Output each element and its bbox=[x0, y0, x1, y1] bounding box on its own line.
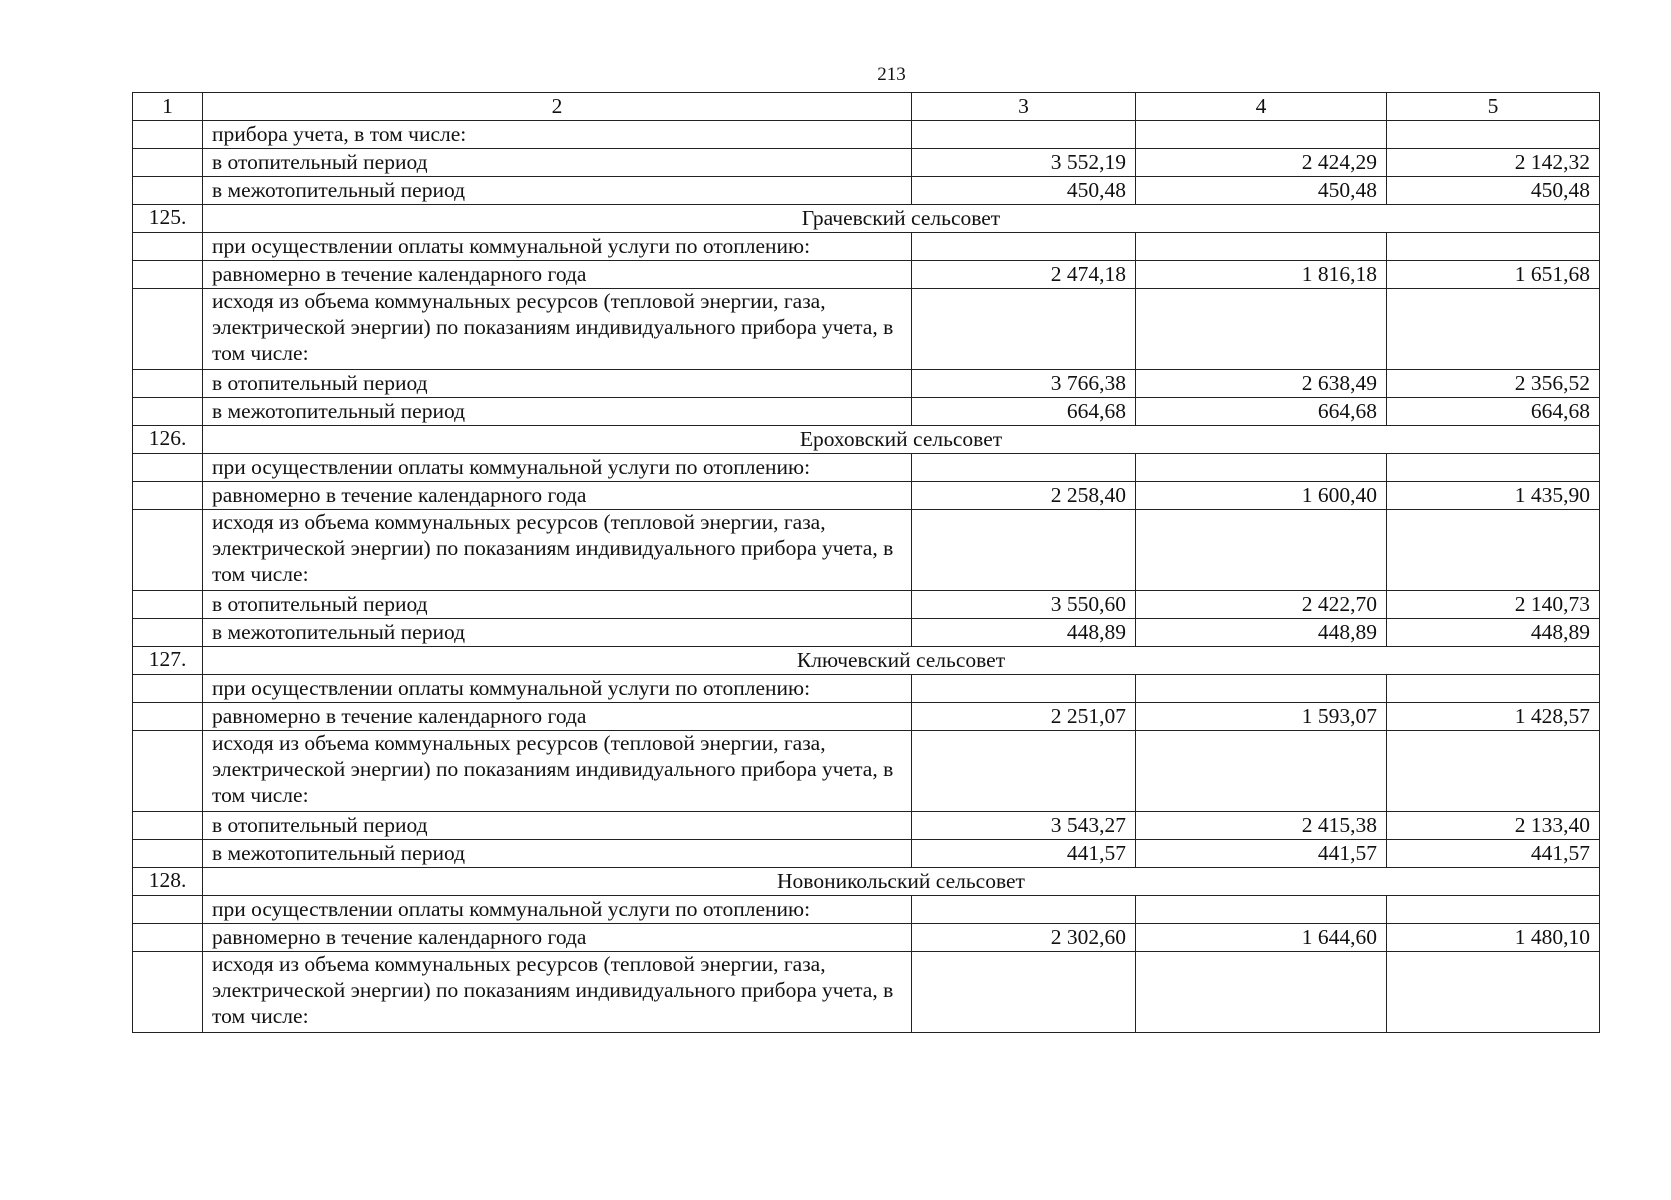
row-label: в отопительный период bbox=[203, 149, 912, 177]
row-label: в отопительный период bbox=[203, 591, 912, 619]
value-col-4 bbox=[1136, 731, 1387, 812]
row-label: исходя из объема коммунальных ресурсов (тепловой энергии, газа, электрической энергии) по показаниям индивидуального прибора учета, в том числе: bbox=[203, 510, 912, 591]
value-col-5 bbox=[1387, 121, 1600, 149]
table-row bbox=[133, 591, 1600, 619]
table-row bbox=[133, 370, 1600, 398]
section-row bbox=[133, 426, 1600, 454]
value-col-5 bbox=[1387, 233, 1600, 261]
value-col-3: 3 552,19 bbox=[912, 149, 1136, 177]
row-index bbox=[133, 149, 203, 177]
value-col-4 bbox=[1136, 510, 1387, 591]
value-col-4: 664,68 bbox=[1136, 398, 1387, 426]
row-label: равномерно в течение календарного года bbox=[203, 261, 912, 289]
value-col-3: 2 474,18 bbox=[912, 261, 1136, 289]
table-row bbox=[133, 398, 1600, 426]
value-col-5 bbox=[1387, 675, 1600, 703]
section-row bbox=[133, 647, 1600, 675]
value-col-4: 1 816,18 bbox=[1136, 261, 1387, 289]
value-col-3 bbox=[912, 289, 1136, 370]
value-col-5: 2 356,52 bbox=[1387, 370, 1600, 398]
section-title: Новоникольский сельсовет bbox=[203, 868, 1600, 896]
row-label: равномерно в течение календарного года bbox=[203, 924, 912, 952]
row-index bbox=[133, 675, 203, 703]
row-label: в отопительный период bbox=[203, 370, 912, 398]
table-row bbox=[133, 121, 1600, 149]
value-col-4 bbox=[1136, 896, 1387, 924]
value-col-3: 664,68 bbox=[912, 398, 1136, 426]
value-col-3: 2 302,60 bbox=[912, 924, 1136, 952]
value-col-3: 3 550,60 bbox=[912, 591, 1136, 619]
table-row bbox=[133, 675, 1600, 703]
row-label: в межотопительный период bbox=[203, 398, 912, 426]
table-row bbox=[133, 731, 1600, 812]
value-col-5: 2 142,32 bbox=[1387, 149, 1600, 177]
section-title: Ключевский сельсовет bbox=[203, 647, 1600, 675]
row-index bbox=[133, 482, 203, 510]
value-col-5 bbox=[1387, 454, 1600, 482]
row-index bbox=[133, 177, 203, 205]
value-col-3: 450,48 bbox=[912, 177, 1136, 205]
row-label: при осуществлении оплаты коммунальной услуги по отоплению: bbox=[203, 454, 912, 482]
value-col-5 bbox=[1387, 510, 1600, 591]
row-index bbox=[133, 454, 203, 482]
row-index bbox=[133, 703, 203, 731]
value-col-3: 3 543,27 bbox=[912, 812, 1136, 840]
value-col-4: 1 593,07 bbox=[1136, 703, 1387, 731]
value-col-3: 448,89 bbox=[912, 619, 1136, 647]
value-col-4 bbox=[1136, 233, 1387, 261]
section-row bbox=[133, 868, 1600, 896]
row-label: при осуществлении оплаты коммунальной услуги по отоплению: bbox=[203, 233, 912, 261]
value-col-4 bbox=[1136, 121, 1387, 149]
row-index bbox=[133, 510, 203, 591]
row-label: при осуществлении оплаты коммунальной услуги по отоплению: bbox=[203, 896, 912, 924]
value-col-4 bbox=[1136, 289, 1387, 370]
table-row bbox=[133, 510, 1600, 591]
value-col-5: 664,68 bbox=[1387, 398, 1600, 426]
value-col-4: 2 424,29 bbox=[1136, 149, 1387, 177]
value-col-5 bbox=[1387, 731, 1600, 812]
row-index bbox=[133, 289, 203, 370]
value-col-5 bbox=[1387, 289, 1600, 370]
value-col-3 bbox=[912, 121, 1136, 149]
table-row bbox=[133, 619, 1600, 647]
row-index bbox=[133, 924, 203, 952]
table-row bbox=[133, 896, 1600, 924]
value-col-5: 1 428,57 bbox=[1387, 703, 1600, 731]
section-row bbox=[133, 205, 1600, 233]
value-col-3: 2 251,07 bbox=[912, 703, 1136, 731]
row-index bbox=[133, 896, 203, 924]
value-col-5: 1 651,68 bbox=[1387, 261, 1600, 289]
value-col-3 bbox=[912, 510, 1136, 591]
value-col-5: 1 480,10 bbox=[1387, 924, 1600, 952]
row-index bbox=[133, 121, 203, 149]
table-row bbox=[133, 149, 1600, 177]
table-row bbox=[133, 924, 1600, 952]
row-index: 126. bbox=[133, 426, 203, 454]
value-col-4: 2 415,38 bbox=[1136, 812, 1387, 840]
value-col-5: 448,89 bbox=[1387, 619, 1600, 647]
header-col-3: 3 bbox=[912, 93, 1136, 121]
value-col-5: 450,48 bbox=[1387, 177, 1600, 205]
value-col-4: 1 644,60 bbox=[1136, 924, 1387, 952]
header-row bbox=[133, 93, 1600, 121]
row-label: исходя из объема коммунальных ресурсов (тепловой энергии, газа, электрической энергии) по показаниям индивидуального прибора учета, в том числе: bbox=[203, 952, 912, 1033]
value-col-5: 2 133,40 bbox=[1387, 812, 1600, 840]
row-index bbox=[133, 261, 203, 289]
row-label: равномерно в течение календарного года bbox=[203, 703, 912, 731]
value-col-3: 441,57 bbox=[912, 840, 1136, 868]
table-row bbox=[133, 812, 1600, 840]
value-col-5 bbox=[1387, 896, 1600, 924]
row-label: в межотопительный период bbox=[203, 619, 912, 647]
value-col-3 bbox=[912, 233, 1136, 261]
value-col-4: 2 638,49 bbox=[1136, 370, 1387, 398]
row-index bbox=[133, 398, 203, 426]
row-label: исходя из объема коммунальных ресурсов (тепловой энергии, газа, электрической энергии) по показаниям индивидуального прибора учета, в том числе: bbox=[203, 731, 912, 812]
value-col-3 bbox=[912, 454, 1136, 482]
row-index bbox=[133, 370, 203, 398]
row-index bbox=[133, 233, 203, 261]
table-body bbox=[133, 121, 1600, 1033]
row-index bbox=[133, 731, 203, 812]
table-row bbox=[133, 233, 1600, 261]
value-col-3 bbox=[912, 952, 1136, 1033]
value-col-3: 2 258,40 bbox=[912, 482, 1136, 510]
row-label: в межотопительный период bbox=[203, 177, 912, 205]
value-col-4: 2 422,70 bbox=[1136, 591, 1387, 619]
row-index bbox=[133, 812, 203, 840]
table-row bbox=[133, 840, 1600, 868]
table-row bbox=[133, 482, 1600, 510]
row-index bbox=[133, 591, 203, 619]
value-col-5: 441,57 bbox=[1387, 840, 1600, 868]
row-label: в отопительный период bbox=[203, 812, 912, 840]
value-col-3 bbox=[912, 675, 1136, 703]
table-row bbox=[133, 261, 1600, 289]
value-col-4 bbox=[1136, 454, 1387, 482]
table-row bbox=[133, 177, 1600, 205]
value-col-4: 450,48 bbox=[1136, 177, 1387, 205]
row-label: при осуществлении оплаты коммунальной услуги по отоплению: bbox=[203, 675, 912, 703]
value-col-3 bbox=[912, 896, 1136, 924]
value-col-4 bbox=[1136, 675, 1387, 703]
value-col-3: 3 766,38 bbox=[912, 370, 1136, 398]
value-col-5 bbox=[1387, 952, 1600, 1033]
value-col-3 bbox=[912, 731, 1136, 812]
table-row bbox=[133, 703, 1600, 731]
row-index: 128. bbox=[133, 868, 203, 896]
row-label: в межотопительный период bbox=[203, 840, 912, 868]
value-col-4 bbox=[1136, 952, 1387, 1033]
row-index: 125. bbox=[133, 205, 203, 233]
section-title: Ероховский сельсовет bbox=[203, 426, 1600, 454]
table-row bbox=[133, 454, 1600, 482]
tariff-table bbox=[132, 92, 1600, 1033]
value-col-5: 2 140,73 bbox=[1387, 591, 1600, 619]
value-col-4: 1 600,40 bbox=[1136, 482, 1387, 510]
header-col-2: 2 bbox=[203, 93, 912, 121]
header-col-1: 1 bbox=[133, 93, 203, 121]
row-index bbox=[133, 840, 203, 868]
header-col-4: 4 bbox=[1136, 93, 1387, 121]
section-title: Грачевский сельсовет bbox=[203, 205, 1600, 233]
row-index bbox=[133, 952, 203, 1033]
page-number: 213 bbox=[877, 64, 906, 85]
row-label: равномерно в течение календарного года bbox=[203, 482, 912, 510]
row-label: прибора учета, в том числе: bbox=[203, 121, 912, 149]
value-col-5: 1 435,90 bbox=[1387, 482, 1600, 510]
header-col-5: 5 bbox=[1387, 93, 1600, 121]
row-label: исходя из объема коммунальных ресурсов (тепловой энергии, газа, электрической энергии) по показаниям индивидуального прибора учета, в том числе: bbox=[203, 289, 912, 370]
value-col-4: 448,89 bbox=[1136, 619, 1387, 647]
table-row bbox=[133, 289, 1600, 370]
value-col-4: 441,57 bbox=[1136, 840, 1387, 868]
row-index bbox=[133, 619, 203, 647]
row-index: 127. bbox=[133, 647, 203, 675]
table-row bbox=[133, 952, 1600, 1033]
